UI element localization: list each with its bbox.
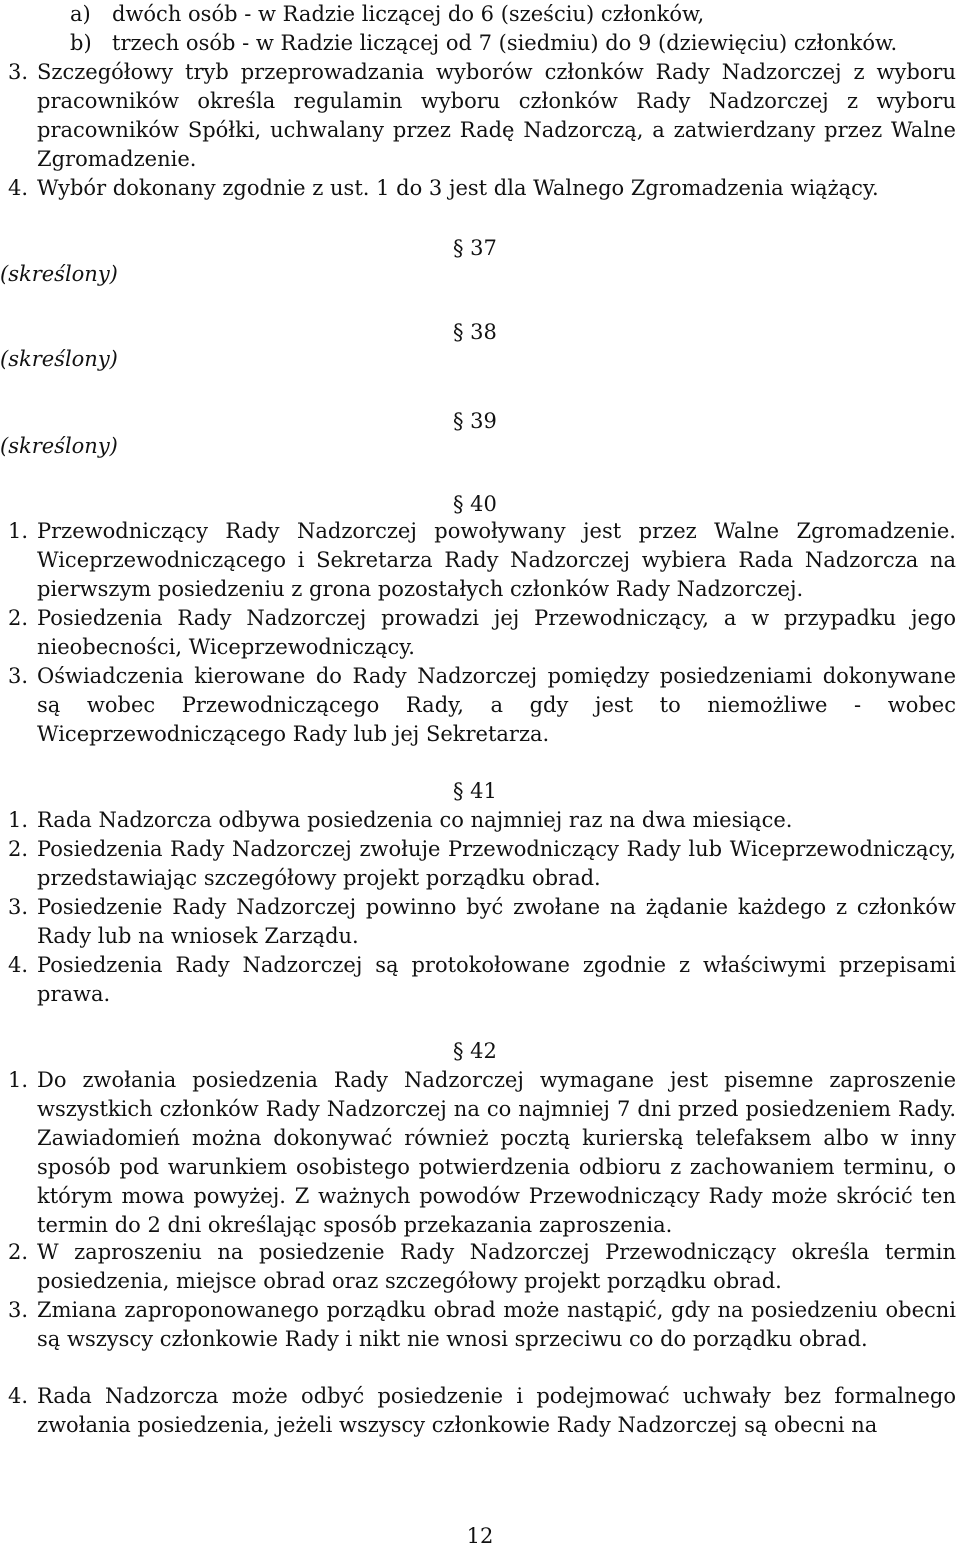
section-heading-37: § 37 bbox=[453, 236, 497, 260]
section-heading-42: § 42 bbox=[453, 1039, 497, 1063]
list-label: 1. bbox=[8, 519, 29, 543]
list-text: dwóch osób - w Radzie liczącej do 6 (sześciu) członków, bbox=[112, 2, 705, 26]
page-number: 12 bbox=[466, 1524, 494, 1548]
s40-item-2 bbox=[0, 604, 956, 662]
list-text: trzech osób - w Radzie liczącej od 7 (siedmiu) do 9 (dziewięciu) członków. bbox=[112, 31, 898, 55]
list-label: 1. bbox=[8, 808, 29, 832]
list-item-b bbox=[0, 29, 956, 58]
s41-item-4 bbox=[0, 951, 956, 1009]
list-text: Posiedzenia Rady Nadzorczej prowadzi jej Przewodniczący, a w przypadku jego nieobecności, Wiceprzewodniczący. bbox=[37, 606, 956, 659]
list-text: Oświadczenia kierowane do Rady Nadzorczej pomiędzy posiedzeniami dokonywane są wobec Przewodniczącego Rady, a gdy jest to niemożliwe - wobec Wiceprzewodniczącego Rady lub jej Sekretarza. bbox=[37, 664, 956, 746]
list-text: Szczegółowy tryb przeprowadzania wyborów członków Rady Nadzorczej z wyboru pracowników określa regulamin wyboru członków Rady Nadzorczej z wyboru pracowników Spółki, uchwalany przez Radę Nadzorczą, a zatwierdzany przez Walne Zgromadzenie. bbox=[37, 60, 956, 171]
list-label: 3. bbox=[8, 895, 29, 919]
section-heading-39: § 39 bbox=[453, 409, 497, 433]
struck-note: (skreślony) bbox=[0, 347, 118, 371]
s42-item-2 bbox=[0, 1238, 956, 1296]
list-label: a) bbox=[70, 2, 91, 26]
list-text: Rada Nadzorcza może odbyć posiedzenie i podejmować uchwały bez formalnego zwołania posiedzenia, jeżeli wszyscy członkowie Rady Nadzorczej są obecni na bbox=[37, 1384, 956, 1437]
list-text: W zaproszeniu na posiedzenie Rady Nadzorczej Przewodniczący określa termin posiedzenia, miejsce obrad oraz szczegółowy projekt porządku obrad. bbox=[37, 1240, 956, 1293]
list-label: 3. bbox=[8, 1298, 29, 1322]
s40-item-3 bbox=[0, 662, 956, 749]
list-label: 3. bbox=[8, 664, 29, 688]
s41-item-1 bbox=[0, 806, 956, 835]
list-label: 4. bbox=[8, 953, 29, 977]
list-item-a bbox=[0, 0, 956, 29]
struck-note: (skreślony) bbox=[0, 262, 118, 286]
s41-item-2 bbox=[0, 835, 956, 893]
list-text: Zmiana zaproponowanego porządku obrad może nastąpić, gdy na posiedzeniu obecni są wszyscy członkowie Rady i nikt nie wnosi sprzeciwu co do porządku obrad. bbox=[37, 1298, 956, 1351]
s40-item-1 bbox=[0, 517, 956, 604]
section-heading-40: § 40 bbox=[453, 492, 497, 516]
list-label: 2. bbox=[8, 837, 29, 861]
list-label: 4. bbox=[8, 1384, 29, 1408]
list-label: b) bbox=[70, 31, 92, 55]
list-text: Posiedzenia Rady Nadzorczej są protokołowane zgodnie z właściwymi przepisami prawa. bbox=[37, 953, 956, 1006]
list-item-3 bbox=[0, 58, 956, 174]
list-text: Rada Nadzorcza odbywa posiedzenia co najmniej raz na dwa miesiące. bbox=[37, 808, 793, 832]
list-label: 4. bbox=[8, 176, 29, 200]
list-text: Do zwołania posiedzenia Rady Nadzorczej wymagane jest pisemne zaproszenie wszystkich członków Rady Nadzorczej na co najmniej 7 dni przed posiedzeniem Rady. Zawiadomień można dokonywać również pocztą kurierską telefaksem albo w inny sposób pod warunkiem osobistego potwierdzenia odbioru z zachowaniem terminu, o którym mowa powyżej. Z ważnych powodów Przewodniczący Rady może skrócić ten termin do 2 dni określając sposób przekazania zaproszenia. bbox=[37, 1068, 956, 1237]
struck-note: (skreślony) bbox=[0, 434, 118, 458]
s42-item-4 bbox=[0, 1382, 956, 1440]
list-text: Posiedzenie Rady Nadzorczej powinno być zwołane na żądanie każdego z członków Rady lub na wniosek Zarządu. bbox=[37, 895, 956, 948]
section-heading-38: § 38 bbox=[453, 320, 497, 344]
section-heading-41: § 41 bbox=[453, 779, 497, 803]
list-item-4 bbox=[0, 174, 956, 203]
list-text: Posiedzenia Rady Nadzorczej zwołuje Przewodniczący Rady lub Wiceprzewodniczący, przedstawiając szczegółowy projekt porządku obrad. bbox=[37, 837, 956, 890]
list-text: Wybór dokonany zgodnie z ust. 1 do 3 jest dla Walnego Zgromadzenia wiążący. bbox=[37, 176, 879, 200]
list-text: Przewodniczący Rady Nadzorczej powoływany jest przez Walne Zgromadzenie. Wiceprzewodniczącego i Sekretarza Rady Nadzorczej wybiera Rada Nadzorcza na pierwszym posiedzeniu z grona pozostałych członków Rady Nadzorczej. bbox=[37, 519, 956, 601]
list-label: 3. bbox=[8, 60, 29, 84]
s42-item-3 bbox=[0, 1296, 956, 1354]
list-label: 2. bbox=[8, 606, 29, 630]
s41-item-3 bbox=[0, 893, 956, 951]
s42-item-1 bbox=[0, 1066, 956, 1240]
list-label: 2. bbox=[8, 1240, 29, 1264]
list-label: 1. bbox=[8, 1068, 29, 1092]
